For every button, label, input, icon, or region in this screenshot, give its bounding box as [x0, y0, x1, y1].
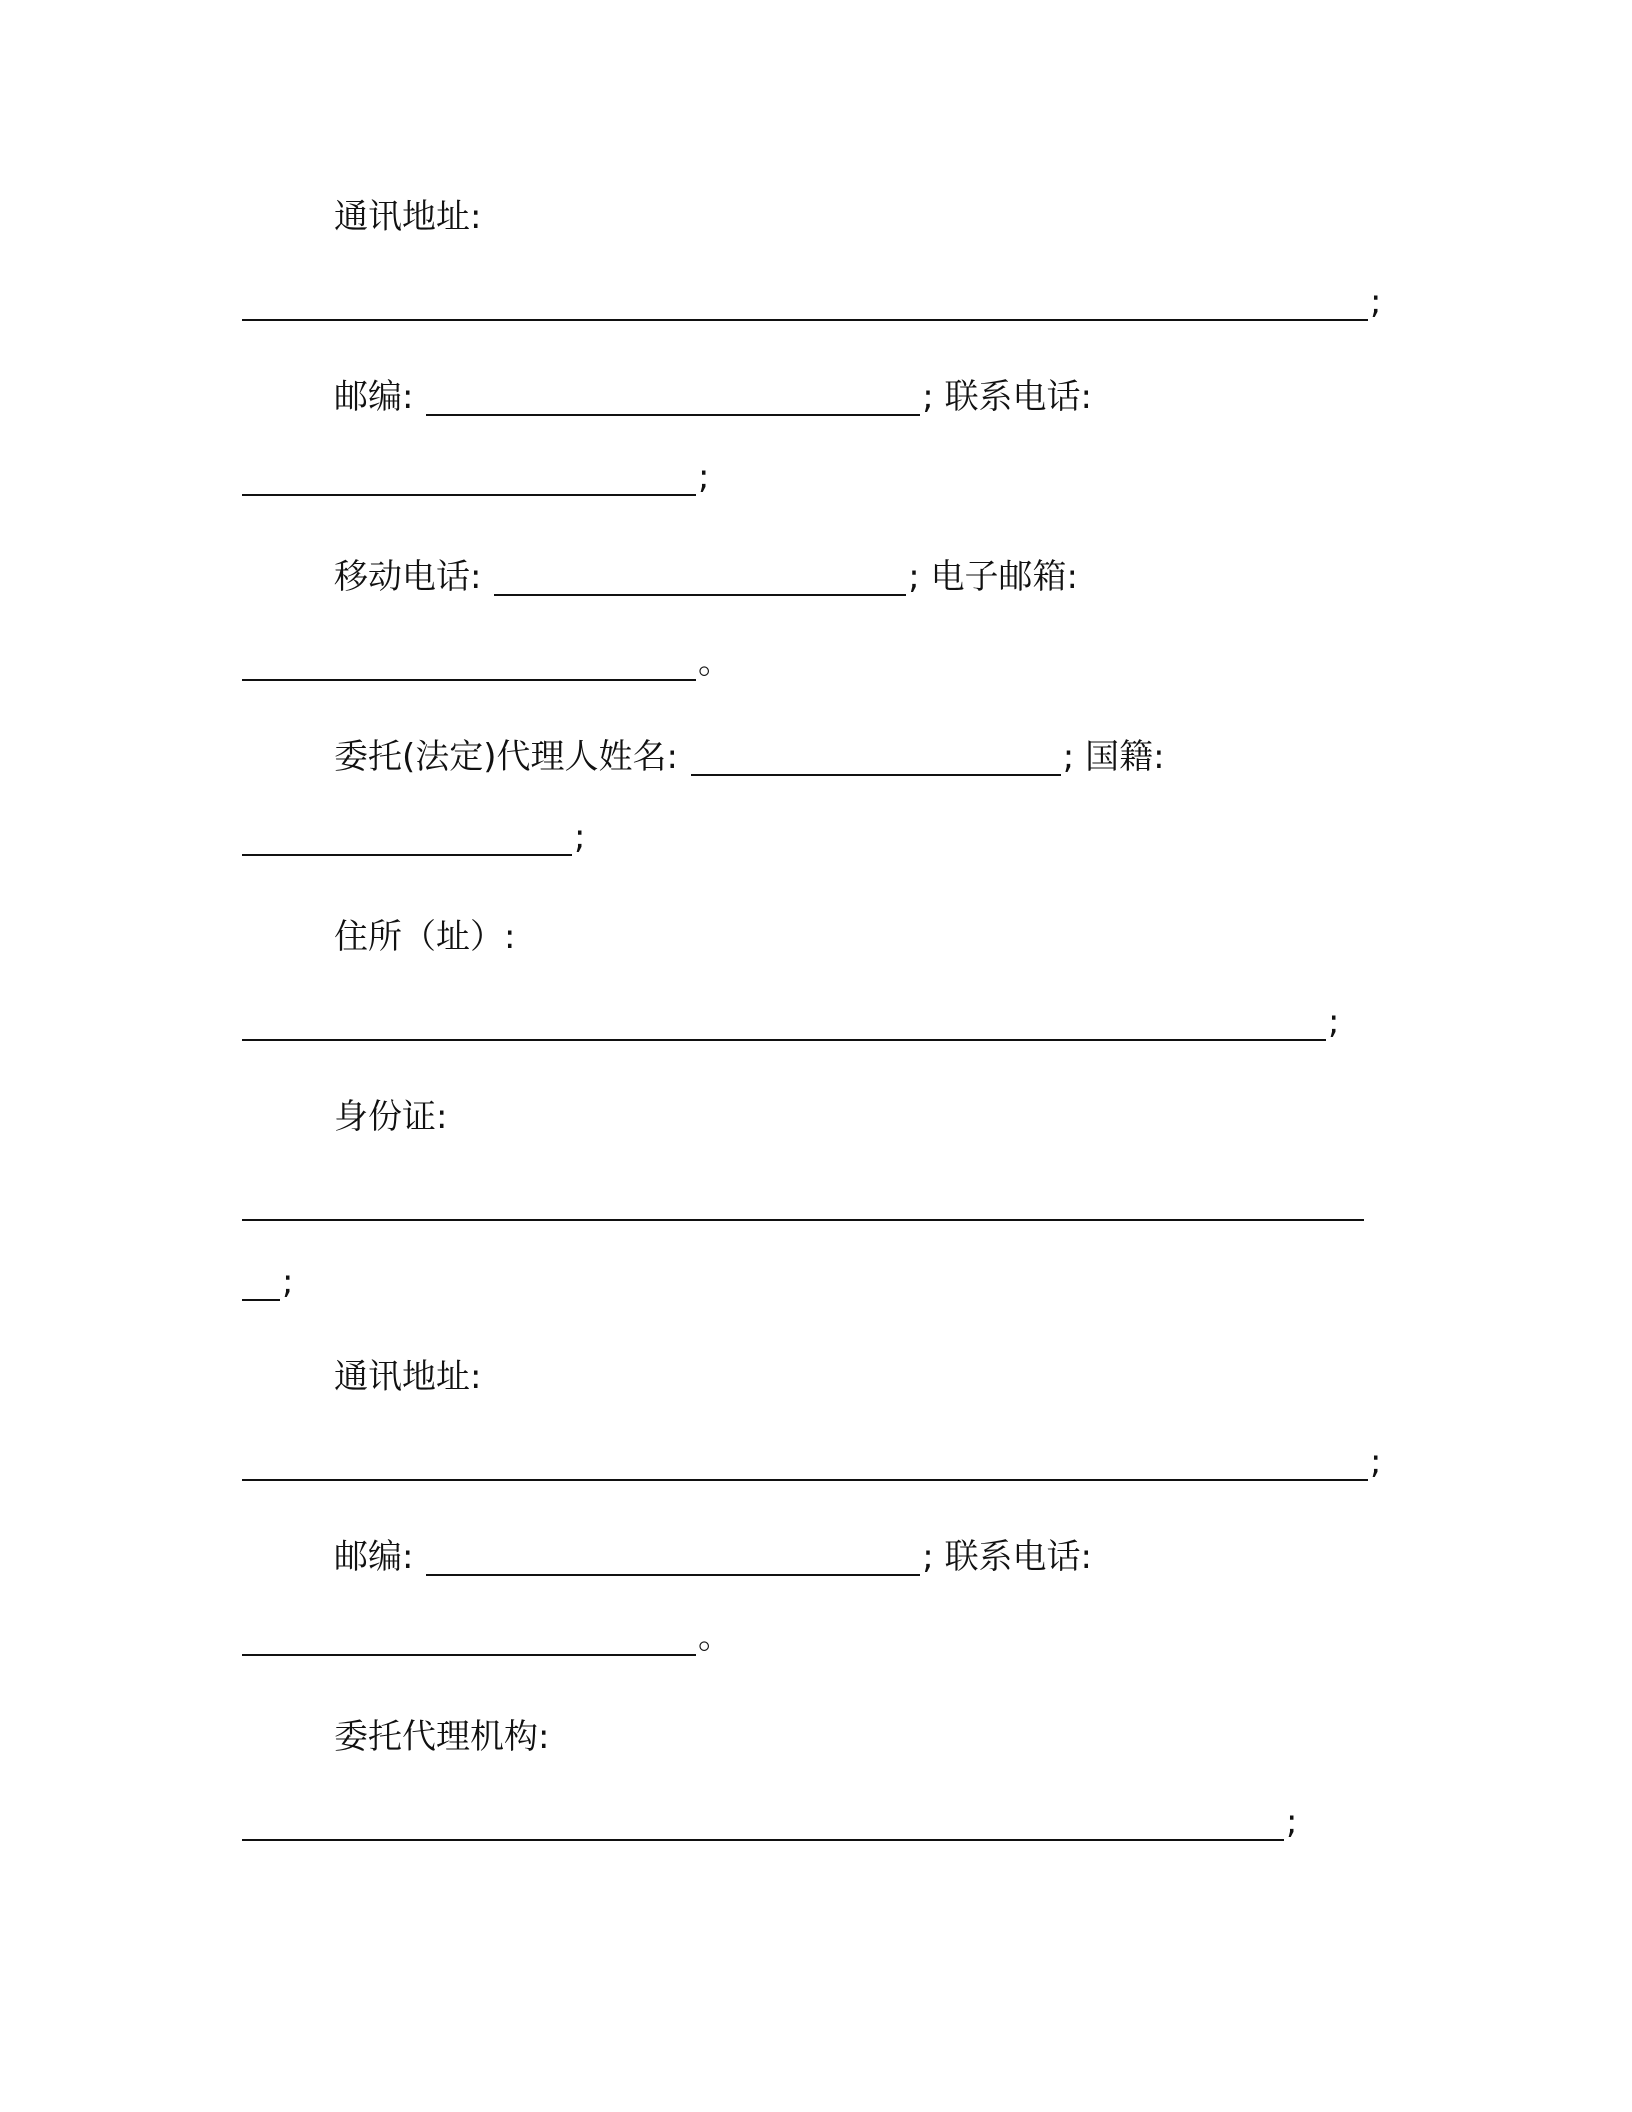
address-label-line [334, 195, 481, 239]
phone-field[interactable] [242, 460, 696, 496]
line-end-punct: ; [1286, 1802, 1298, 1842]
address-blank-line [240, 280, 1381, 324]
mid-punct: ; [922, 1537, 934, 1577]
agent-name-field[interactable] [691, 740, 1061, 776]
line-end-punct: ; [1370, 282, 1382, 322]
address2-blank-line [240, 1440, 1381, 1484]
address2-label: 通讯地址: [334, 1357, 482, 1397]
phone2-blank-line [240, 1615, 732, 1659]
id-card-blank-line-cont [240, 1260, 293, 1304]
agency-label-line [334, 1715, 549, 1759]
agency-field[interactable] [242, 1805, 1284, 1841]
mobile-line [334, 555, 1078, 599]
phone2-label: 联系电话: [944, 1537, 1093, 1577]
mobile-label: 移动电话: [334, 557, 482, 597]
email-blank-line [240, 640, 732, 684]
postcode2-line [334, 1535, 1092, 1579]
nationality-label: 国籍: [1085, 737, 1165, 777]
id-card-label-line [334, 1095, 447, 1139]
mid-punct: ; [1062, 737, 1075, 777]
phone-blank-line [240, 455, 709, 499]
line-end-punct: 。 [698, 642, 732, 682]
line-end-punct: ; [574, 817, 586, 857]
postcode2-label: 邮编: [334, 1537, 414, 1577]
address-field[interactable] [242, 285, 1368, 321]
address-label: 通讯地址: [334, 197, 482, 237]
line-end-punct: 。 [698, 1617, 732, 1657]
email-field[interactable] [242, 645, 696, 681]
id-card-label: 身份证: [334, 1097, 448, 1137]
line-end-punct: ; [282, 1262, 294, 1302]
postcode-label: 邮编: [334, 377, 414, 417]
residence-blank-line [240, 1000, 1339, 1044]
nationality-blank-line [240, 815, 585, 859]
residence-field[interactable] [242, 1005, 1326, 1041]
phone2-field[interactable] [242, 1620, 696, 1656]
residence-label-line [334, 915, 515, 959]
id-card-field[interactable] [242, 1185, 1364, 1221]
mobile-field[interactable] [494, 560, 906, 596]
postcode-field[interactable] [426, 380, 920, 416]
email-label: 电子邮箱: [930, 557, 1079, 597]
address2-label-line [334, 1355, 481, 1399]
agent-name-line [334, 735, 1165, 779]
id-card-blank-line [240, 1180, 1366, 1224]
address2-field[interactable] [242, 1445, 1368, 1481]
agency-label: 委托代理机构: [334, 1717, 550, 1757]
residence-label: 住所（址）: [334, 917, 516, 957]
agent-name-label: 委托(法定)代理人姓名: [334, 737, 678, 777]
postcode2-field[interactable] [426, 1540, 920, 1576]
agency-blank-line [240, 1800, 1297, 1844]
id-card-field-cont[interactable] [242, 1265, 280, 1301]
line-end-punct: ; [698, 457, 710, 497]
mid-punct: ; [908, 557, 920, 597]
line-end-punct: ; [1328, 1002, 1340, 1042]
postcode-line [334, 375, 1092, 419]
phone-label: 联系电话: [944, 377, 1093, 417]
mid-punct: ; [922, 377, 934, 417]
line-end-punct: ; [1370, 1442, 1382, 1482]
nationality-field[interactable] [242, 820, 572, 856]
